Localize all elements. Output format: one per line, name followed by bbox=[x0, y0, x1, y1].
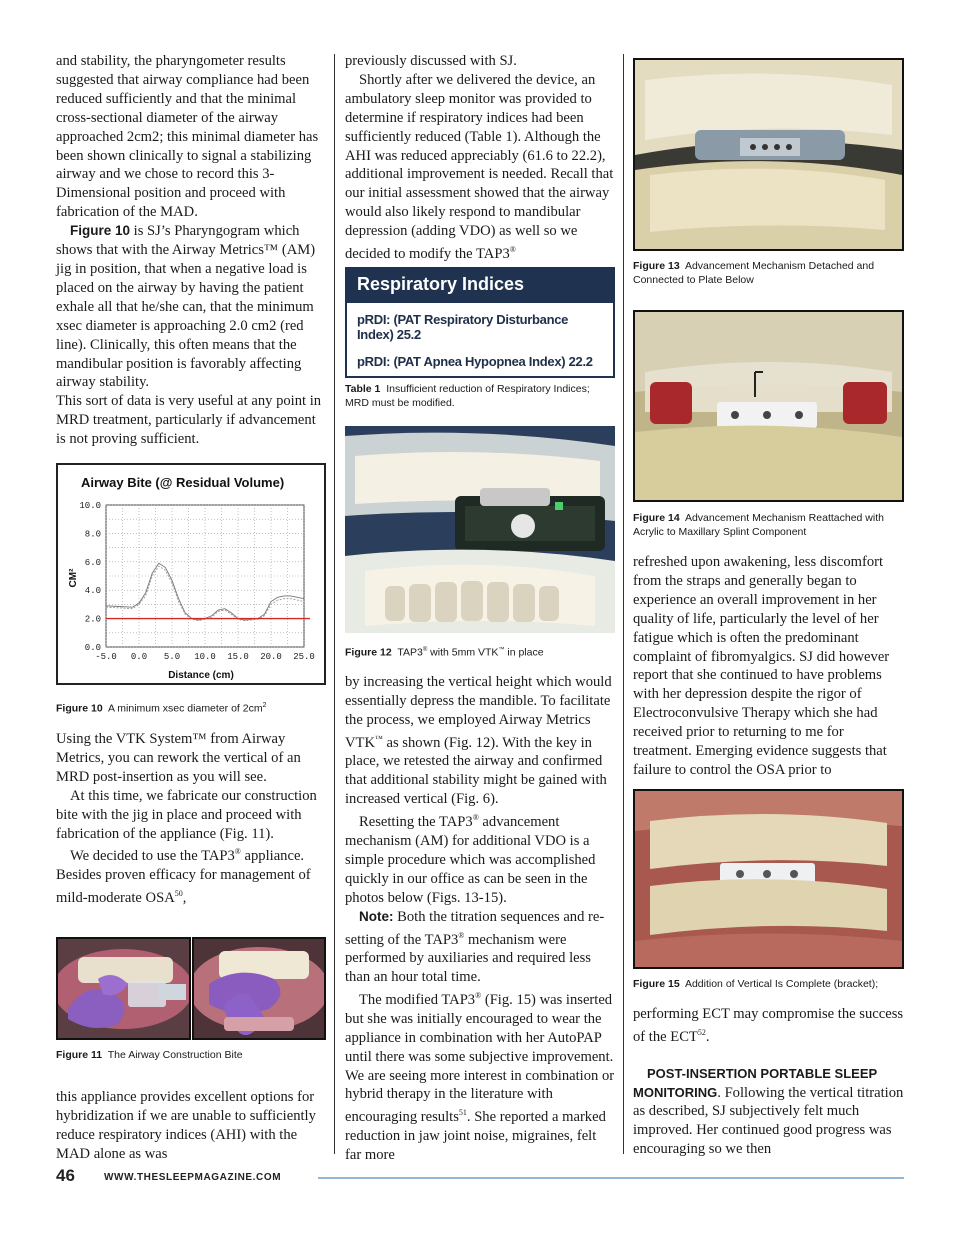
col1-p6-a: We decided to use the TAP3 bbox=[70, 848, 235, 865]
figure-10-reference: Figure 10 bbox=[70, 223, 131, 239]
col3-p2-b: . bbox=[705, 1028, 710, 1045]
col2-p4-b: advancement mechanism (AM) for additional VDO is a simple procedure which was accomplished quickly in our office as can be seen in the photos below (Figs. 13-15). bbox=[345, 814, 596, 906]
col1-p6-sup: 50 bbox=[174, 889, 183, 899]
figure-15-photo bbox=[633, 789, 904, 969]
figure-11-caption bbox=[56, 1048, 324, 1062]
footer-url[interactable]: WWW.THESLEEPMAGAZINE.COM bbox=[104, 1172, 282, 1183]
figure-10-caption-text: A minimum xsec diameter of 2cm bbox=[107, 702, 263, 715]
figure-13-caption bbox=[633, 259, 903, 287]
x-tick-label: 10.0 bbox=[194, 652, 216, 662]
col1-p6-reg: ® bbox=[234, 847, 241, 857]
fig12-cap-tm: ™ bbox=[498, 647, 505, 653]
x-tick-label: 20.0 bbox=[260, 652, 282, 662]
y-tick-label: 6.0 bbox=[84, 557, 101, 568]
respiratory-indices-row-2: pRDI: (PAT Apnea Hypopnea Index) 22.2 bbox=[357, 354, 593, 369]
fig12-cap-reg: ® bbox=[422, 647, 428, 653]
figure-13-photo bbox=[633, 58, 904, 251]
column-rule-right bbox=[623, 54, 624, 1154]
table-1-caption-text: Insufficient reduction of Respiratory Indices; MRD must be modified. bbox=[345, 383, 590, 409]
table-1-caption bbox=[345, 382, 613, 410]
figure-15-caption bbox=[633, 977, 903, 991]
construction-bite-image-left bbox=[58, 939, 189, 1038]
col2-paragraph-4 bbox=[345, 809, 615, 907]
col2-p5-reg: ® bbox=[475, 991, 482, 1001]
col2-p4-a: Resetting the TAP3 bbox=[359, 814, 473, 831]
col2-note-a: Both the titration sequences and re-setting of the TAP3 bbox=[345, 908, 605, 948]
col3-post-insertion bbox=[633, 1065, 905, 1160]
chart-grid bbox=[106, 505, 304, 647]
col2-note-reg: ® bbox=[458, 930, 465, 940]
chart-series bbox=[106, 563, 310, 621]
figure-12-label: Figure 12 bbox=[345, 646, 392, 659]
col2-note bbox=[345, 908, 615, 987]
col3-p2-a: performing ECT may compromise the success of the ECT bbox=[633, 1006, 904, 1045]
y-tick-label: 2.0 bbox=[84, 614, 101, 625]
x-tick-label: -5.0 bbox=[95, 652, 117, 662]
post-insertion-text: . Following the vertical titration as described, SJ subjectively felt much improved. Her continued good progress was encouraging so we then bbox=[633, 1084, 904, 1158]
col2-p5-sup: 51 bbox=[458, 1108, 467, 1118]
fig12-cap-b: with 5mm VTK bbox=[427, 646, 499, 659]
chart-x-axis-label: Distance (cm) bbox=[168, 670, 234, 681]
figure-14-label: Figure 14 bbox=[633, 512, 680, 524]
col2-note-b: mechanism were performed by auxiliaries and required less than an hour total time. bbox=[345, 931, 591, 986]
fig12-cap-c: in place bbox=[504, 646, 544, 659]
figure-10-caption bbox=[56, 699, 324, 716]
figure-10-chart bbox=[56, 463, 326, 685]
col3-paragraph-2 bbox=[633, 1005, 905, 1047]
figure-11-photo-right bbox=[192, 937, 326, 1040]
column-rule-left bbox=[334, 54, 335, 1154]
respiratory-indices-title: Respiratory Indices bbox=[347, 269, 613, 303]
figure-11-photo-left bbox=[56, 937, 191, 1040]
col3-paragraph-1: refreshed upon awakening, less discomfort from the straps and generally began to experience an overall improvement in her quality of life, particularly the level of her fatigue which is often the predominant complaint of fibromyalgics. SJ did however report that she continued to have problems with her depression despite the rigor of Electroconvulsive Therapy which she had received prior to returning to me for treatment. Emerging evidence suggests that failure to control the OSA prior to bbox=[633, 554, 890, 778]
col1-paragraph-3: This sort of data is very useful at any point in MRD treatment, particularly if advancement is not proving sufficient. bbox=[56, 393, 322, 448]
col2-p4-reg: ® bbox=[472, 813, 479, 823]
chart-tick-labels bbox=[79, 501, 314, 662]
footer-rule bbox=[318, 1177, 904, 1179]
column-2-bottom bbox=[345, 673, 615, 1165]
table-1-label: Table 1 bbox=[345, 383, 381, 395]
col1-p6-c: , bbox=[182, 889, 187, 906]
figure-13-caption-text: Advancement Mechanism Detached and Connected to Plate Below bbox=[633, 260, 875, 286]
col2-p3-tm: ™ bbox=[375, 733, 383, 743]
column-2-top bbox=[345, 52, 615, 264]
column-1-middle bbox=[56, 730, 324, 908]
col2-p5-c: . She reported a marked reduction in jaw joint noise, migraines, felt far more bbox=[345, 1109, 606, 1164]
figure-15-caption-text: Addition of Vertical Is Complete (bracket); bbox=[684, 978, 879, 990]
respiratory-indices-row-1: pRDI: (PAT Respiratory Disturbance Index) 25.2 bbox=[357, 312, 569, 342]
figure-13-label: Figure 13 bbox=[633, 260, 680, 272]
chart-y-axis-label: CM² bbox=[68, 568, 79, 588]
construction-bite-image-right bbox=[194, 939, 324, 1038]
y-tick-label: 10.0 bbox=[79, 501, 101, 511]
advancement-mechanism-reattached-image bbox=[635, 312, 902, 500]
y-tick-label: 4.0 bbox=[84, 586, 101, 597]
x-tick-label: 5.0 bbox=[163, 652, 181, 662]
col2-p3-a: by increasing the vertical height which would essentially depress the mandible. To facilitate the process, we employed Airway Metrics VTK bbox=[345, 674, 612, 751]
col2-paragraph-5 bbox=[345, 987, 615, 1165]
y-tick-label: 0.0 bbox=[84, 643, 101, 653]
col2-paragraph-3 bbox=[345, 673, 615, 809]
col2-p2-a: Shortly after we delivered the device, an ambulatory sleep monitor was provided to determine if respiratory indices had been sufficiently reduced (Table 1). Although the AHI was reduced appreciably (61.6 to 22.2), additional improvement is needed. Recall that our initial assessment showed that the airway would also likely respond to mandibular depression (adding VDO) as well so we decided to modify the TAP3 bbox=[345, 71, 614, 262]
y-tick-label: 8.0 bbox=[84, 529, 101, 540]
column-3-bottom bbox=[633, 1005, 905, 1159]
col1-paragraph-2 bbox=[56, 222, 324, 392]
figure-15-label: Figure 15 bbox=[633, 978, 680, 990]
figure-10-label: Figure 10 bbox=[56, 702, 103, 715]
x-tick-label: 0.0 bbox=[130, 652, 148, 662]
col2-paragraph-1: previously discussed with SJ. bbox=[345, 53, 517, 69]
airway-bite-chart bbox=[58, 465, 324, 683]
col2-paragraph-2 bbox=[345, 71, 615, 264]
figure-12-caption bbox=[345, 643, 613, 660]
figure-14-photo bbox=[633, 310, 904, 502]
column-3-middle bbox=[633, 553, 905, 780]
tap3-vtk-image bbox=[345, 426, 615, 633]
x-tick-label: 15.0 bbox=[227, 652, 249, 662]
column-1-bottom bbox=[56, 1088, 324, 1164]
col1-paragraph-6 bbox=[56, 843, 324, 907]
figure-14-caption bbox=[633, 511, 903, 539]
fig12-cap-a: TAP3 bbox=[397, 646, 423, 659]
figure-11-label: Figure 11 bbox=[56, 1049, 103, 1061]
col2-p5-a: The modified TAP3 bbox=[359, 991, 476, 1008]
col3-p2-sup: 52 bbox=[697, 1027, 706, 1037]
column-1 bbox=[56, 52, 324, 449]
figure-14-caption-text: Advancement Mechanism Reattached with Acrylic to Maxillary Splint Component bbox=[633, 512, 884, 538]
col2-p3-b: as shown (Fig. 12). With the key in place, we retested the airway and confirmed that additional stability might be gained with increased vertical (Fig. 6). bbox=[345, 734, 607, 808]
figure-10-caption-sup: 2 bbox=[262, 702, 267, 709]
respiratory-indices-table bbox=[345, 267, 615, 378]
col1-paragraph-7: this appliance provides excellent options for hybridization if we are unable to sufficiently reduce respiratory indices (AHI) with the MAD alone as was bbox=[56, 1089, 316, 1162]
col1-paragraph-5: At this time, we fabricate our construction bite with the jig in place and proceed with fabrication of the appliance (Fig. 11). bbox=[56, 787, 317, 842]
col1-paragraph-2-text: is SJ’s Pharyngogram which shows that with the Airway Metrics™ (AM) jig in position, that when a negative load is placed on the airway by having the patient exhale all that he/she can, that the minimum xsec diameter is approaching 2.0 cm2 (red line). Clinically, this often means that the mandibular position is favorably affecting airway stability. bbox=[56, 223, 316, 391]
figure-11-caption-text: The Airway Construction Bite bbox=[107, 1049, 243, 1061]
chart-title: Airway Bite (@ Residual Volume) bbox=[81, 475, 285, 490]
col1-paragraph-1: and stability, the pharyngometer results suggested that airway compliance had been reduced sufficiently and that the minimal cross-sectional diameter of the airway approached 2cm2; this minimal diameter has been shown clinically to signal a stabilizing airway and we chose to record this 3-Dimensional position and proceed with fabrication of the MAD. bbox=[56, 53, 319, 221]
page-number: 46 bbox=[56, 1166, 75, 1185]
col1-p6-b: appliance. Besides proven efficacy for management of mild-moderate OSA bbox=[56, 848, 311, 906]
x-tick-label: 25.0 bbox=[293, 652, 315, 662]
col2-p2-reg: ® bbox=[509, 245, 516, 255]
note-label: Note: bbox=[359, 908, 394, 924]
col2-p5-b: (Fig. 15) was inserted but she was initially encouraged to wear the appliance in combination with her AutoPAP until there was some subjective improvement. We are seeing more interest in combination or hybrid therapy in the literature with encouraging results bbox=[345, 991, 615, 1126]
vertical-addition-complete-image bbox=[635, 791, 902, 967]
post-insertion-heading: POST-INSERTION PORTABLE SLEEP MONITORING bbox=[633, 1065, 877, 1100]
advancement-mechanism-detached-image bbox=[635, 60, 902, 249]
figure-12-photo bbox=[345, 426, 615, 633]
col1-paragraph-4: Using the VTK System™ from Airway Metrics, you can rework the vertical of an MRD post-insertion as you will see. bbox=[56, 731, 301, 785]
